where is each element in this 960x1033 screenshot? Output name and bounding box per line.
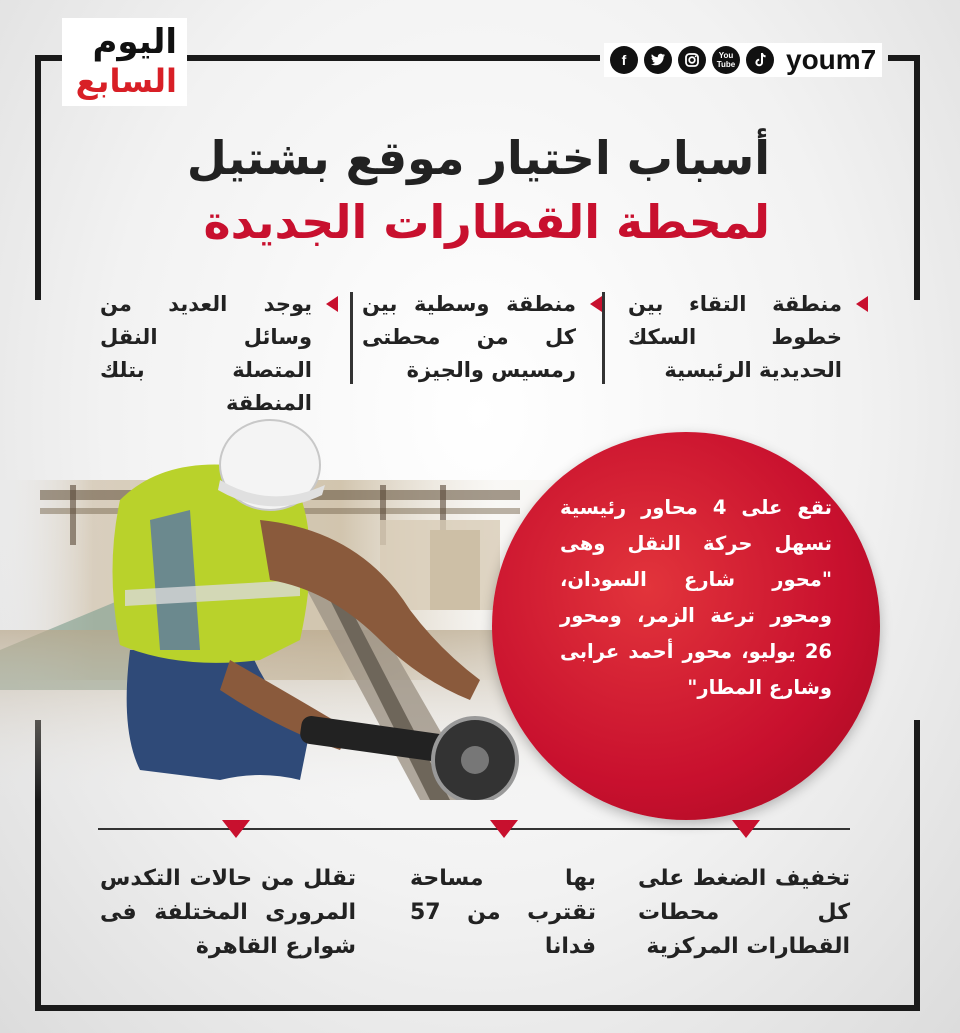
- facebook-icon[interactable]: f: [610, 46, 638, 74]
- circle-text: تقع على 4 محاور رئيسية تسهل حركة النقل وهى "محور شارع السودان، ومحور ترعة الزمر، ومحور 26 يوليو، محور أحمد عرابى وشارع المطار": [560, 496, 833, 699]
- bottom-point-3: تقلل من حالات التكدس المرورى المختلفة فى شوارع القاهرة: [100, 866, 356, 959]
- pointer-triangle-icon: [326, 296, 338, 312]
- frame-left: [35, 55, 41, 300]
- logo-line2: السابع: [75, 62, 177, 100]
- down-triangle-icon: [490, 820, 518, 838]
- tiktok-icon[interactable]: [746, 46, 774, 74]
- title-line2: لمحطة القطارات الجديدة: [203, 195, 770, 249]
- top-point-2: [362, 288, 576, 387]
- frame-bottom: [35, 1005, 920, 1011]
- bottom-point-1: تخفيف الضغط على كل محطات القطارات المركزية: [638, 866, 850, 959]
- divider: [350, 292, 353, 384]
- youtube-icon[interactable]: You Tube: [712, 46, 740, 74]
- pointer-triangle-icon: [590, 296, 602, 312]
- twitter-icon[interactable]: [644, 46, 672, 74]
- frame-right: [914, 55, 920, 300]
- top-point-1: [628, 288, 842, 387]
- divider: [602, 292, 605, 384]
- pointer-triangle-icon: [856, 296, 868, 312]
- bottom-point-2: بها مساحة تقترب من 57 فدانا: [410, 866, 596, 959]
- top-point-2-text: منطقة وسطية بين كل من محطتى رمسيس والجيزة: [362, 292, 576, 382]
- title-line1: أسباب اختيار موقع بشتيل: [186, 131, 770, 185]
- social-bar: [604, 43, 882, 77]
- site-name[interactable]: youm7: [786, 44, 877, 75]
- top-point-1-text: منطقة التقاء بين خطوط السكك الحديدية الرئيسية: [628, 292, 842, 382]
- down-triangle-icon: [732, 820, 760, 838]
- instagram-icon[interactable]: [678, 46, 706, 74]
- top-point-3-text: يوجد العديد من وسائل النقل المتصلة بتلك المنطقة: [100, 292, 312, 415]
- logo-line1: اليوم: [92, 22, 177, 62]
- youm7-logo[interactable]: [62, 18, 187, 106]
- down-triangle-icon: [222, 820, 250, 838]
